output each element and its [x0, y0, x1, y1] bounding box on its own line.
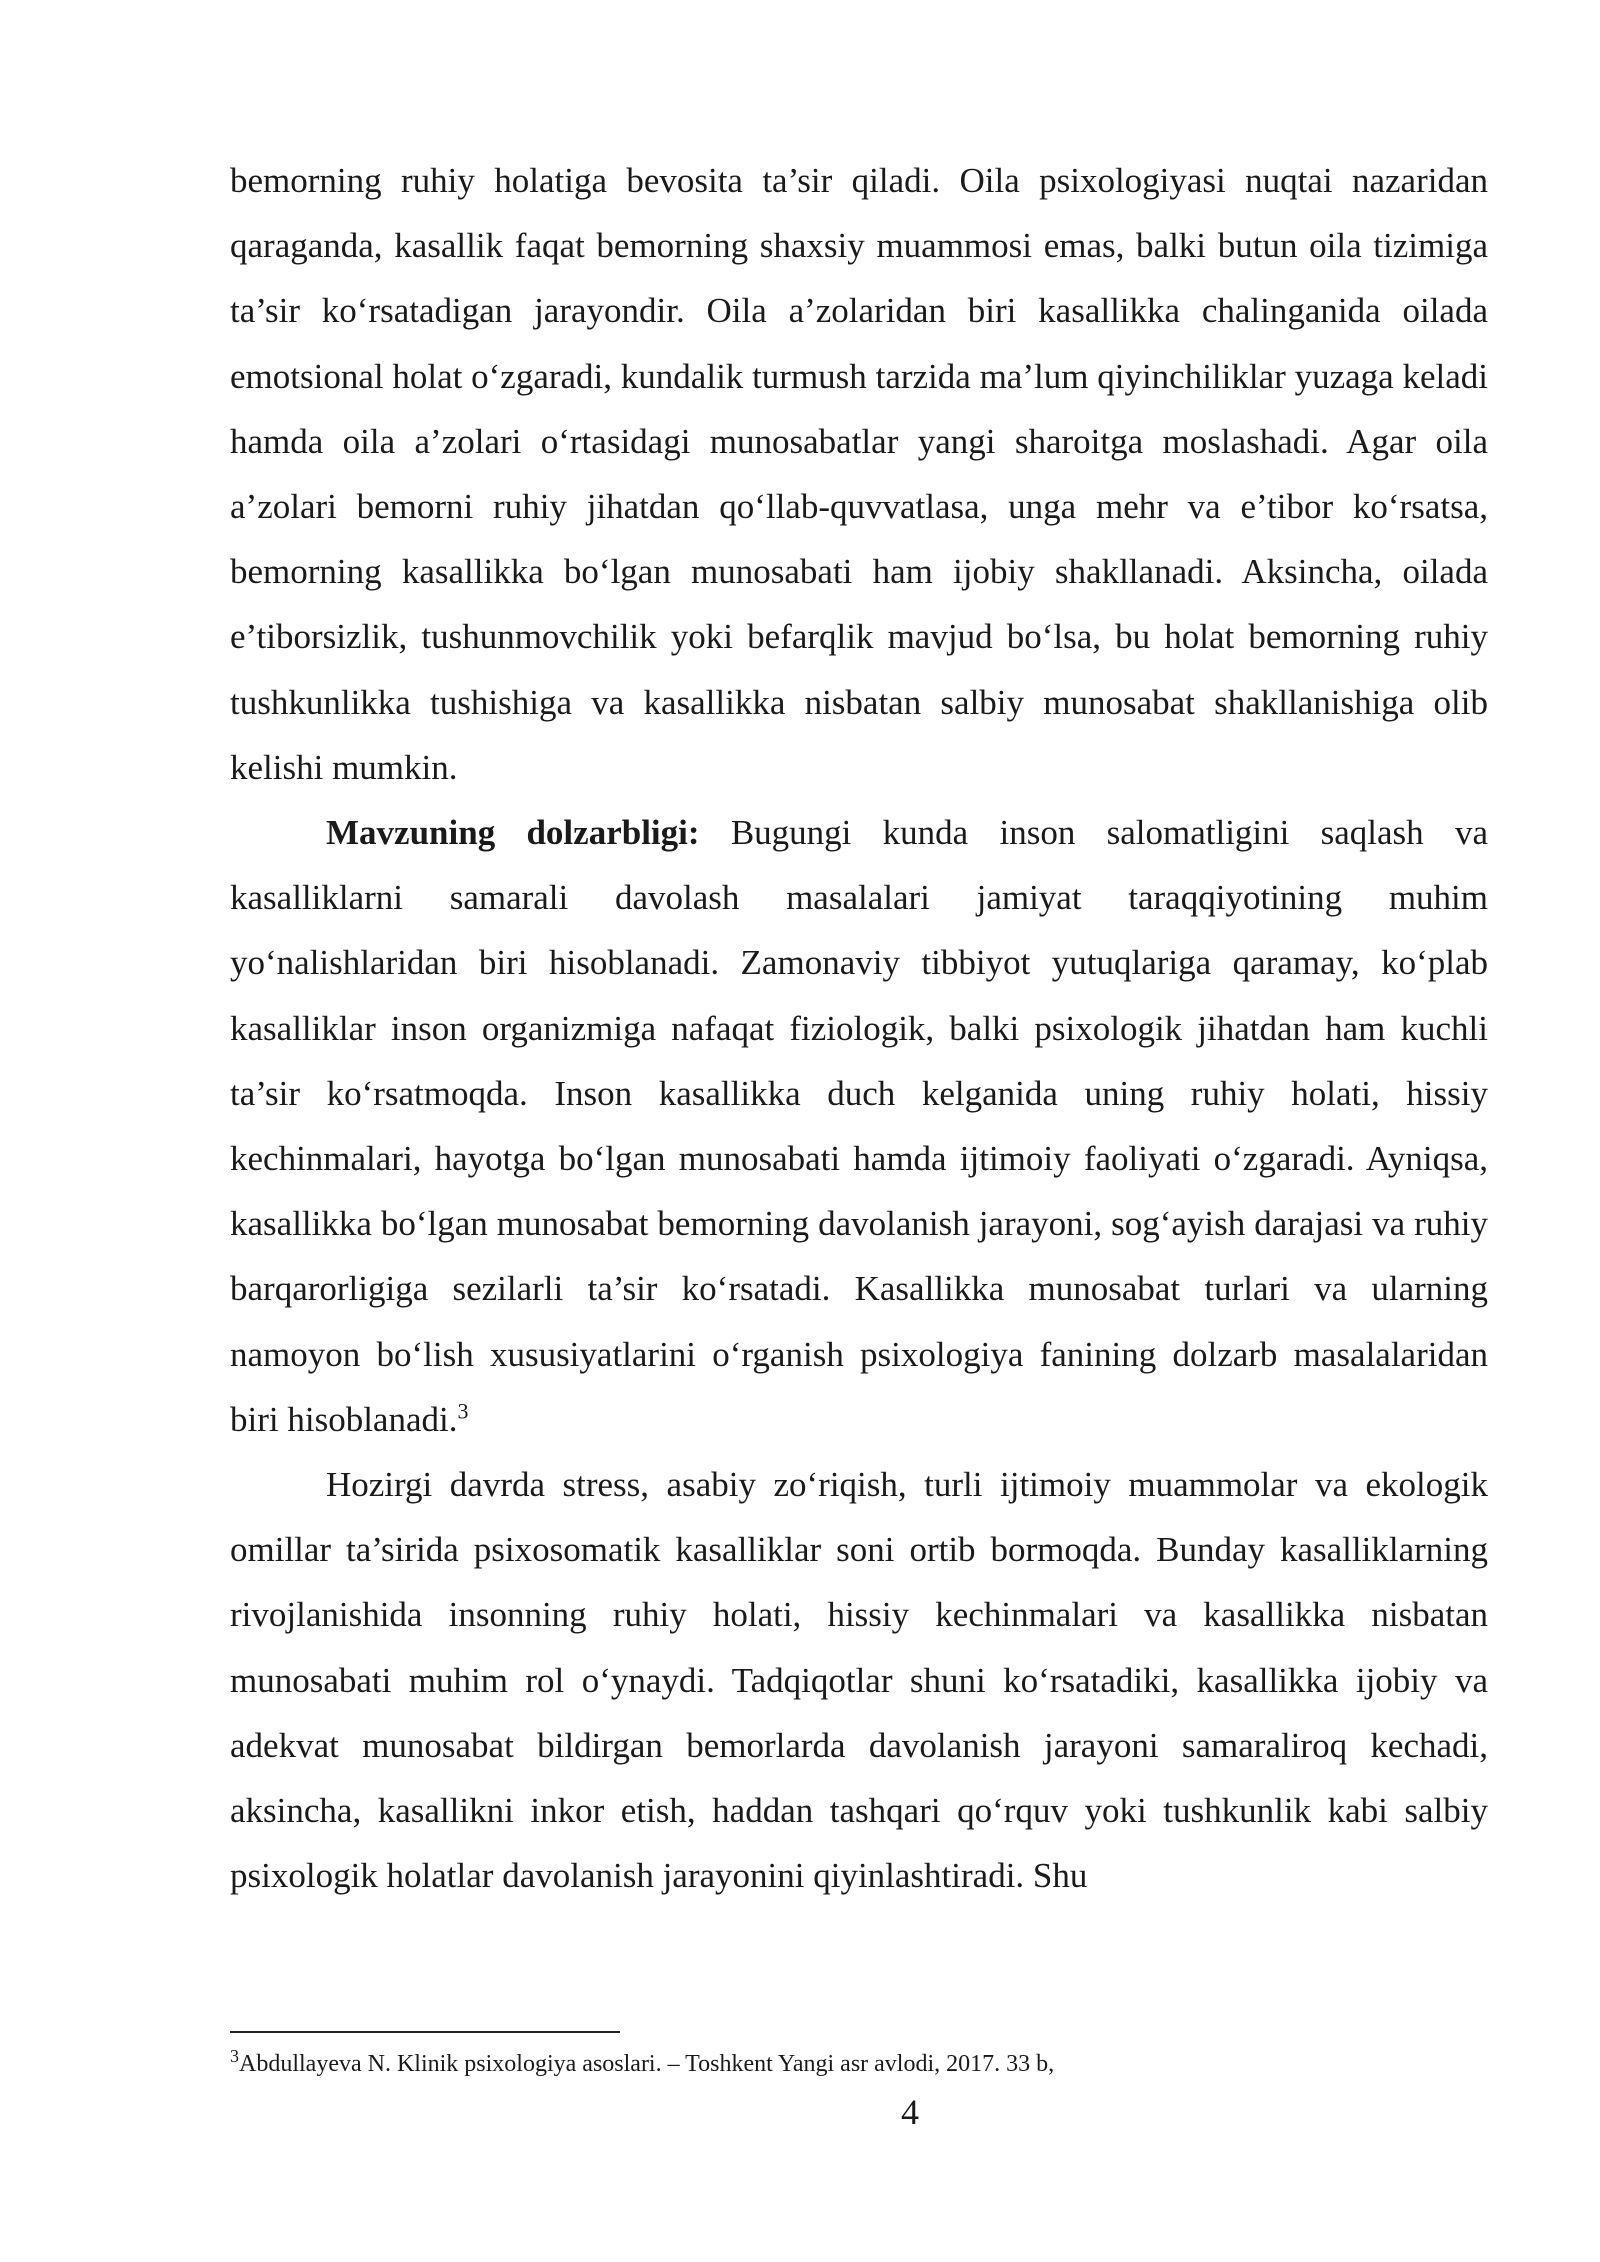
- footnote-text: Abdullayeva N. Klinik psixologiya asoslari. – Toshkent Yangi asr avlodi, 2017. 33 b,: [239, 2051, 1055, 2077]
- paragraph-text: Bugungi kunda inson salomatligini saqlash va kasalliklarni samarali davolash masalalari jamiyat taraqqiyotining muhim yo‘nalishlaridan biri hisoblanadi. Zamonaviy tibbiyot yutuqlariga qaramay, ko‘plab kasalliklar inson organizmiga nafaqat fiziologik, balki psixologik jihatdan ham kuchli ta’sir ko‘rsatmoqda. Inson kasallikka duch kelganida uning ruhiy holati, hissiy kechinmalari, hayotga bo‘lgan munosabati hamda ijtimoiy faoliyati o‘zgaradi. Ayniqsa, kasallikka bo‘lgan munosabat bemorning davolanish jarayoni, sog‘ayish darajasi va ruhiy barqarorligiga sezilarli ta’sir ko‘rsatadi. Kasallikka munosabat turlari va ularning namoyon bo‘lish xususiyatlarini o‘rganish psixologiya fanining dolzarb masalalaridan biri hisoblanadi.: [230, 813, 1488, 1439]
- paragraph-family-psychology: [230, 148, 1488, 800]
- paragraph-text: bemorning ruhiy holatiga bevosita ta’sir qiladi. Oila psixologiyasi nuqtai nazaridan qaraganda, kasallik faqat bemorning shaxsiy muammosi emas, balki butun oila tizimiga ta’sir ko‘rsatadigan jarayondir. Oila a’zolaridan biri kasallikka chalinganida oilada emotsional holat o‘zgaradi, kundalik turmush tarzida ma’lum qiyinchiliklar yuzaga keladi hamda oila a’zolari o‘rtasidagi munosabatlar yangi sharoitga moslashadi. Agar oila a’zolari bemorni ruhiy jihatdan qo‘llab-quvvatlasa, unga mehr va e’tibor ko‘rsatsa, bemorning kasallikka bo‘lgan munosabati ham ijobiy shakllanadi. Aksincha, oilada e’tiborsizlik, tushunmovchilik yoki befarqlik mavjud bo‘lsa, bu holat bemorning ruhiy tushkunlikka tushishiga va kasallikka nisbatan salbiy munosabat shakllanishiga olib kelishi mumkin.: [230, 161, 1488, 787]
- footnote-reference[interactable]: 3: [457, 1398, 469, 1424]
- footnote-divider: [230, 2031, 620, 2033]
- paragraph-topic-relevance: [230, 800, 1488, 1452]
- footnote: [230, 2046, 1488, 2082]
- paragraph-text: Hozirgi davrda stress, asabiy zo‘riqish, turli ijtimoiy muammolar va ekologik omillar ta’sirida psixosomatik kasalliklar soni ortib bormoqda. Bunday kasalliklarning rivojlanishida insonning ruhiy holati, hissiy kechinmalari va kasallikka nisbatan munosabati muhim rol o‘ynaydi. Tadqiqotlar shuni ko‘rsatadiki, kasallikka ijobiy va adekvat munosabat bildirgan bemorlarda davolanish jarayoni samaraliroq kechadi, aksincha, kasallikni inkor etish, haddan tashqari qo‘rquv yoki tushkunlik kabi salbiy psixologik holatlar davolanish jarayonini qiyinlashtiradi. Shu: [230, 1465, 1488, 1896]
- body-text: [230, 148, 1488, 1908]
- page-number: 4: [901, 2092, 919, 2132]
- paragraph-psychosomatic: [230, 1452, 1488, 1908]
- section-heading-relevance: Mavzuning dolzarbligi:: [326, 813, 700, 853]
- footnote-mark: 3: [230, 2046, 239, 2066]
